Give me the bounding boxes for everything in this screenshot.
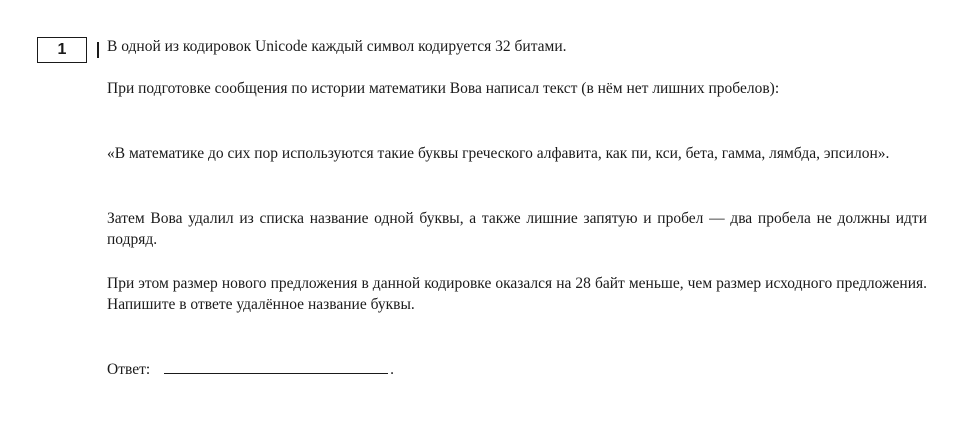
task-number-tick: [97, 42, 99, 58]
answer-field[interactable]: [164, 359, 388, 374]
task-paragraph-4: Затем Вова удалил из списка название одной буквы, а также лишние запятую и пробел — два пробела не должны идти подряд.: [107, 210, 927, 248]
task-number: 1: [57, 41, 67, 58]
task-paragraph-2: При подготовке сообщения по истории математики Вова написал текст (в нём нет лишних пробелов):: [107, 80, 780, 97]
answer-row: [107, 359, 394, 380]
task-paragraph-5: При этом размер нового предложения в данной кодировке оказался на 28 байт меньше, чем размер исходного предложения. Напишите в ответе удалённое название буквы.: [107, 275, 927, 313]
task-number-box: [37, 37, 87, 63]
task-paragraph-3: «В математике до сих пор используются такие буквы греческого алфавита, как пи, кси, бета, гамма, лямбда, эпсилон».: [107, 145, 890, 162]
answer-end-dot: .: [390, 361, 395, 378]
task-paragraph-1: В одной из кодировок Unicode каждый символ кодируется 32 битами.: [107, 38, 567, 55]
answer-label: Ответ:: [107, 361, 151, 378]
